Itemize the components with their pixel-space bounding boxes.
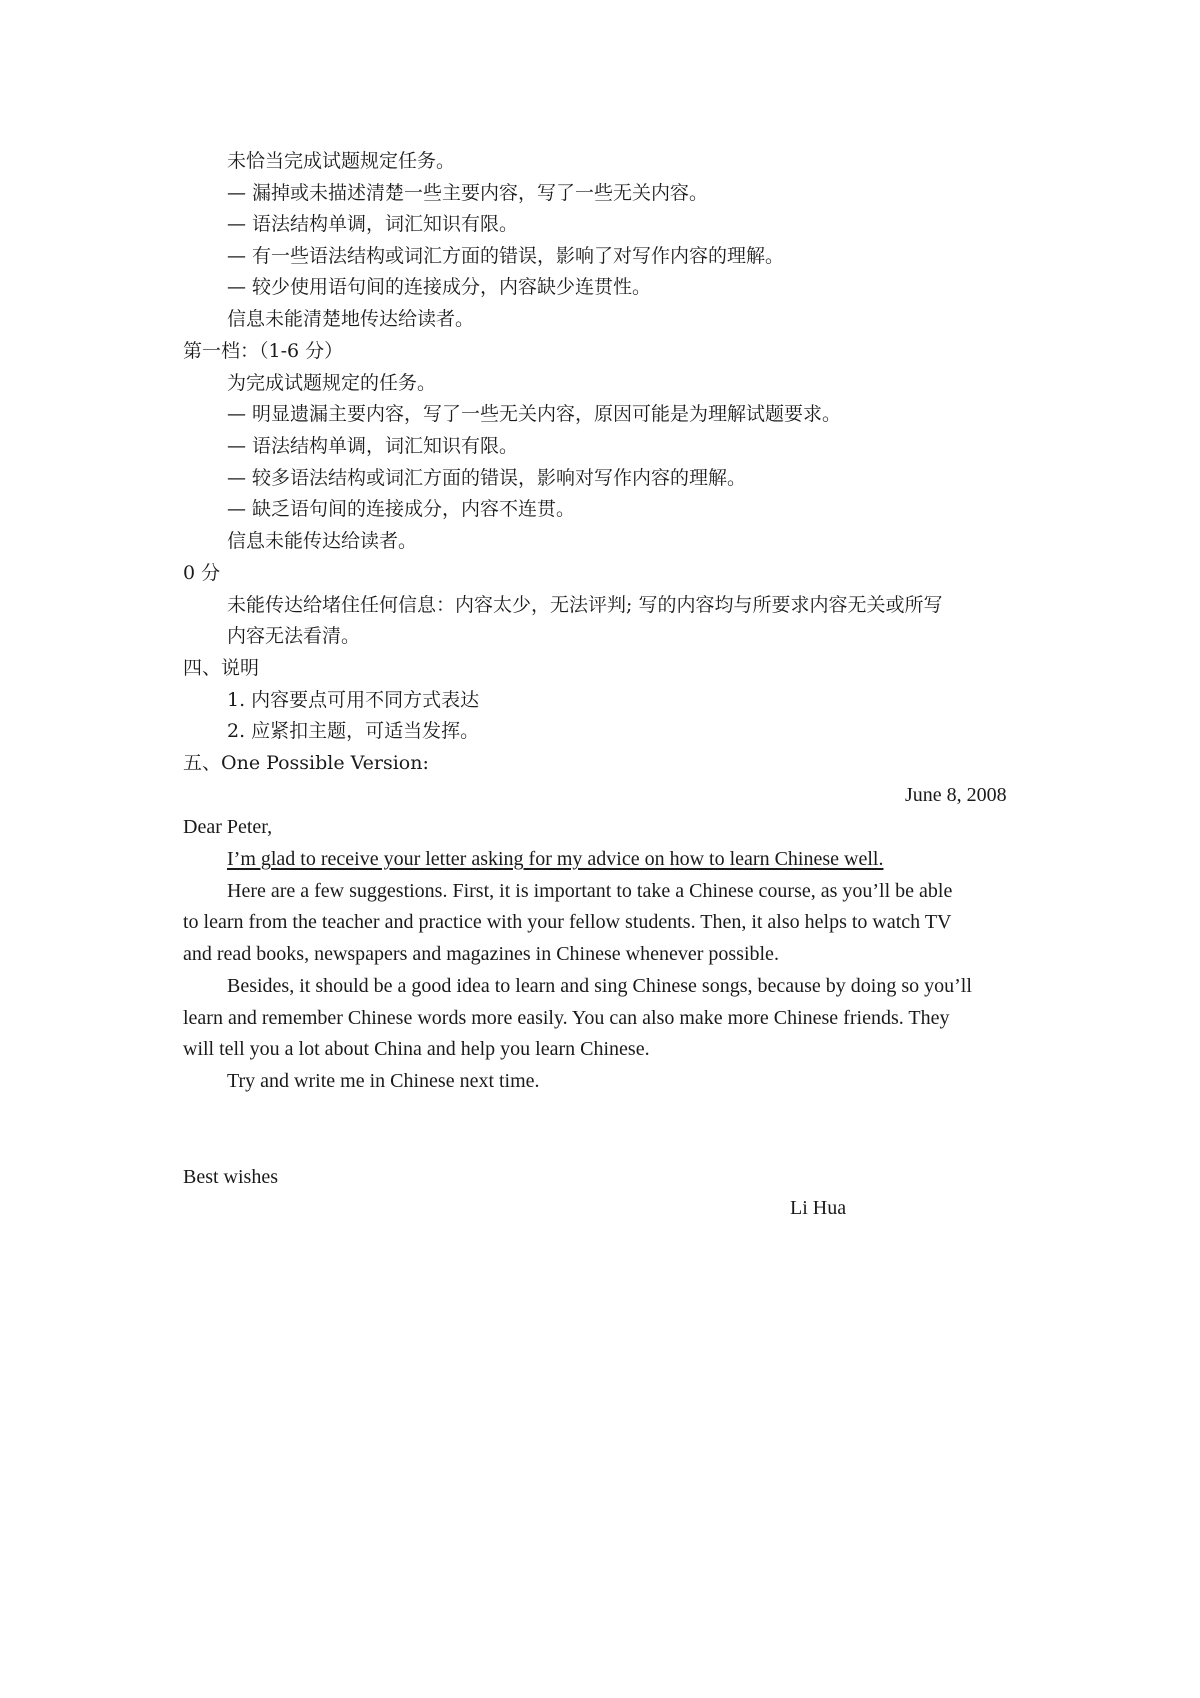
notes-heading: 四、说明 (183, 657, 260, 679)
letter-paragraph-line: learn and remember Chinese words more easily. You can also make more Chinese friends. They (183, 1007, 950, 1029)
band0-text-line1: 未能传达给堵住任何信息：内容太少，无法评判; 写的内容均与所要求内容无关或所写 (227, 594, 943, 616)
letter-salutation: Dear Peter, (183, 816, 273, 838)
bullet-line: — 明显遗漏主要内容，写了一些无关内容，原因可能是为理解试题要求。 (227, 403, 842, 425)
letter-paragraph-line: and read books, newspapers and magazines in Chinese whenever possible. (183, 943, 779, 965)
bullet-line: — 较多语法结构或词汇方面的错误，影响对写作内容的理解。 (227, 467, 747, 489)
bullet-line: — 语法结构单调，词汇知识有限。 (227, 213, 519, 235)
letter-paragraph-line: Here are a few suggestions. First, it is important to take a Chinese course, as you’ll be able (227, 880, 953, 902)
letter-paragraph-line: will tell you a lot about China and help you learn Chinese. (183, 1038, 650, 1060)
note-item: 2. 应紧扣主题，可适当发挥。 (227, 720, 480, 742)
band-heading: 0 分 (183, 562, 221, 584)
letter-paragraph-line: to learn from the teacher and practice with your fellow students. Then, it also helps to watch TV (183, 911, 952, 933)
bullet-line: — 语法结构单调，词汇知识有限。 (227, 435, 519, 457)
task-line: 未恰当完成试题规定任务。 (227, 150, 456, 172)
letter-paragraph-line: Try and write me in Chinese next time. (227, 1070, 540, 1092)
letter-closing: Best wishes (183, 1166, 278, 1188)
band0-text-line2: 内容无法看清。 (227, 625, 361, 647)
letter-signature: Li Hua (790, 1197, 847, 1219)
bullet-line: — 较少使用语句间的连接成分，内容缺少连贯性。 (227, 276, 652, 298)
bullet-line: — 漏掉或未描述清楚一些主要内容，写了一些无关内容。 (227, 182, 709, 204)
letter-date: June 8, 2008 (905, 784, 1007, 806)
letter-paragraph-line: Besides, it should be a good idea to learn and sing Chinese songs, because by doing so you’ll (227, 975, 972, 997)
letter-opening: I’m glad to receive your letter asking for my advice on how to learn Chinese well. (227, 848, 884, 870)
band-heading: 第一档：（1-6 分） (183, 340, 344, 362)
closing-line: 信息未能传达给读者。 (227, 530, 418, 552)
task-line: 为完成试题规定的任务。 (227, 372, 437, 394)
bullet-line: — 有一些语法结构或词汇方面的错误，影响了对写作内容的理解。 (227, 245, 785, 267)
note-item: 1. 内容要点可用不同方式表达 (227, 689, 480, 711)
closing-line: 信息未能清楚地传达给读者。 (227, 308, 475, 330)
version-heading: 五、One Possible Version: (183, 752, 429, 774)
bullet-line: — 缺乏语句间的连接成分，内容不连贯。 (227, 498, 576, 520)
